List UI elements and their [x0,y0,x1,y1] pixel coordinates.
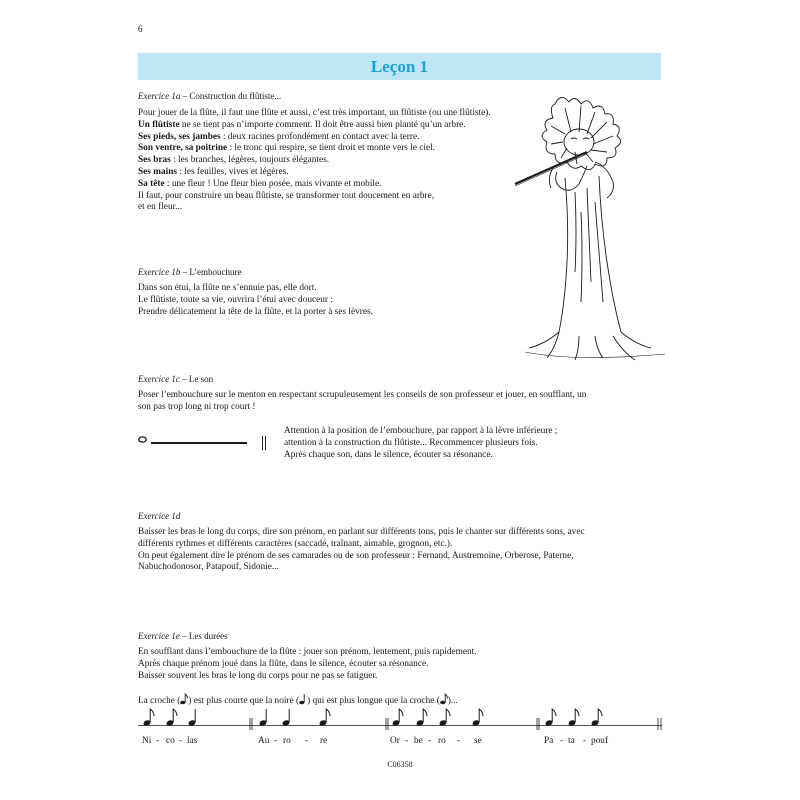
exercise-1b-title [138,267,242,277]
syllable: ro [438,736,446,746]
exercise-1e-text [138,647,477,682]
eighth-note-icon [440,693,448,705]
rhythm-notation [138,708,664,730]
whole-note-icon [138,436,147,443]
syllable: - [457,736,461,746]
syllable: - [428,736,432,746]
exercise-1b-line: Dans son étui, la flûte ne s’ennuie pas, elle dort. [138,283,317,293]
exercise-1c-title [138,374,213,384]
exercise-1a-text [138,108,491,214]
sustain-line [151,442,247,444]
syllable: Or [390,736,400,746]
rhythm-intro: La croche ( ) est plus courte que la noire ( ) qui est plus longue que la croche ( )... [138,693,458,708]
exercise-1b-subtitle: – L’embouchure [180,267,242,277]
syllable: ta [568,736,575,746]
exercise-1a-line: Un flûtiste ne se tient pas n’importe comment. Il doit être aussi bien planté qu’un arbre. [138,119,466,130]
exercise-1c-advice-line: attention à la construction du flûtiste... Recommencer plusieurs fois. [284,437,538,448]
exercise-1d-title [138,511,180,521]
exercise-1a-line: Il faut, pour construire un beau flûtiste, se transformer tout doucement en arbre, [138,190,435,201]
tree-flutist-illustration [495,92,695,364]
exercise-1c-line: son pas trop long ni trop court ! [138,401,256,412]
exercise-1c-text [138,390,586,414]
syllable: ro [283,736,291,746]
syllable: be [414,736,423,746]
syllable: Au [258,736,270,746]
syllable: Pa [544,736,554,746]
syllable: - [405,736,409,746]
exercise-1a-subtitle: – Construction du flûtiste... [180,91,282,101]
exercise-1a-line: Pour jouer de la flûte, il faut une flûte et aussi, c’est très important, un flûtiste (ou une flûtiste). [138,108,491,118]
page-number: 6 [138,24,143,34]
quarter-note-icon [299,693,307,705]
exercise-1d-line: Baisser les bras le long du corps, dire son prénom, en parlant sur différents tons, puis le chanter sur différents sons, avec [138,527,585,537]
syllable: - [305,736,309,746]
syllable: - [560,736,564,746]
syllable: - [274,736,278,746]
exercise-1e-label: Exercice 1e [138,631,180,641]
exercise-1b-label: Exercice 1b [138,267,181,277]
syllable: - [583,736,587,746]
lesson-title: Leçon 1 [138,53,661,80]
syllable: se [474,736,482,746]
syllable: pouf [591,736,609,746]
exercise-1a-title [138,91,281,101]
exercise-1c-line: Poser l’embouchure sur le menton en respectant scrupuleusement les conseils de son professeur et jouer, en soufflant, un [138,390,587,400]
exercise-1c-subtitle: – Le son [179,374,214,384]
exercise-1e-subtitle: – Les durées [179,631,228,641]
exercise-1a-line: Ses bras : les branches, légères, toujours élégantes. [138,155,330,166]
exercise-1c-advice-line: Attention à la position de l’embouchure, par rapport à la lèvre inférieure ; [284,426,558,436]
exercise-1a-line: Sa tête : une fleur ! Une fleur bien posée, mais vivante et mobile. [138,178,382,189]
exercise-1a-line: et en fleur... [138,202,183,213]
double-barline [265,436,266,450]
syllable: re [320,736,328,746]
exercise-1b-text [138,283,373,318]
exercise-1a-line: Son ventre, sa poitrine : le tronc qui respire, se tient droit et monte vers le ciel. [138,143,436,154]
syllable: - [156,736,160,746]
exercise-1d-line: Nabuchodonosor, Patapouf, Sidonie... [138,562,279,573]
exercise-1e-title [138,631,228,641]
exercise-1e-line: Baisser souvent les bras le long du corps pour ne pas se fatiguer. [138,670,378,681]
exercise-1d-line: différents rythmes et différents caractères (saccadé, traînant, aimable, grognon, etc.). [138,538,453,549]
exercise-1a-line: Ses mains : les feuilles, vives et légères. [138,166,289,177]
exercise-1d-line: On peut également dire le prénom de ses camarades ou de son professeur : Fernand, Austremoine, Orberose, Paterne, [138,550,574,561]
exercise-1e-line: Après chaque prénom joué dans la flûte, dans le silence, écouter sa résonance. [138,658,429,669]
exercise-1d-text [138,527,585,574]
flower-face-icon [564,129,594,155]
exercise-1e-line: En soufflant dans l’embouchure de la flûte : jouer son prénom, lentement, puis rapidement. [138,647,477,657]
exercise-1b-line: Le flûtiste, toute sa vie, ouvrira l’étui avec douceur : [138,294,333,305]
exercise-1a-line: Ses pieds, ses jambes : deux racines profondément en contact avec la terre. [138,131,420,142]
exercise-1d-label: Exercice 1d [138,511,181,521]
syllable: - [179,736,183,746]
exercise-1c-advice-line: Après chaque son, dans le silence, écouter sa résonance. [284,449,493,460]
syllable: Ni [142,736,152,746]
syllable: co [166,736,175,746]
syllable: las [187,736,198,746]
exercise-1c-label: Exercice 1c [138,374,180,384]
exercise-1a-label: Exercice 1a [138,91,181,101]
footer-code: C06358 [387,760,413,769]
exercise-1b-line: Prendre délicatement la tête de la flûte, et la porter à ses lèvres. [138,306,373,317]
flower-petals-icon [542,97,621,169]
double-barline [262,436,263,450]
exercise-1c-advice [284,426,557,461]
